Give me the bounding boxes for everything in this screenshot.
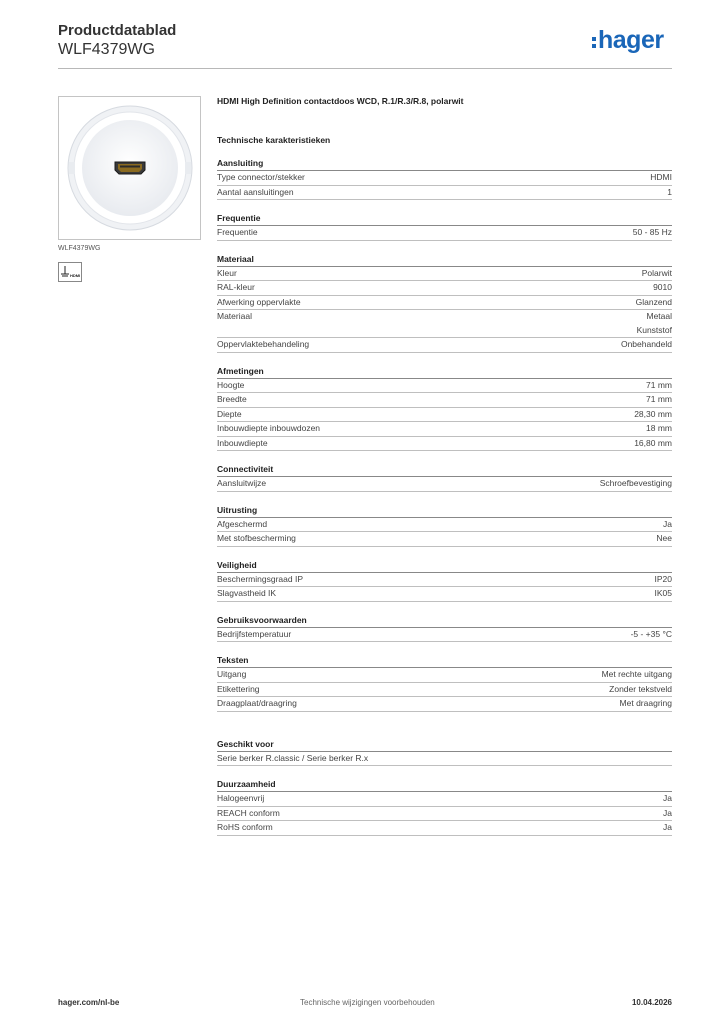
- spec-row: [217, 821, 672, 836]
- spec-value: [631, 628, 672, 642]
- spec-value-text: Nee: [656, 533, 672, 543]
- spec-value-text: Met rechte uitgang: [601, 669, 672, 679]
- footer-date: 10.04.2026: [631, 998, 672, 1007]
- spec-value-text-2: Kunststof: [636, 324, 672, 335]
- spec-value-text: Met draagring: [619, 698, 672, 708]
- spec-row: [217, 379, 672, 394]
- section-title: Connectiviteit: [217, 463, 672, 477]
- section-spacer: [217, 766, 672, 778]
- spec-value-text: Polarwit: [641, 267, 672, 278]
- spec-value-text: 71 mm: [646, 394, 672, 404]
- spec-row: [217, 668, 672, 683]
- spec-label: Type connector/stekker: [217, 172, 305, 182]
- spec-value: [600, 477, 672, 491]
- section-title: Aansluiting: [217, 157, 672, 171]
- spec-value: [636, 296, 672, 310]
- spec-value: [646, 422, 672, 436]
- section-spacer: [217, 200, 672, 212]
- spec-value: [609, 683, 672, 697]
- spec-row: [217, 267, 672, 282]
- spec-label: RoHS conform: [217, 822, 273, 832]
- spec-value-text: -5 - +35 °C: [630, 628, 672, 639]
- logo-colon-icon: [592, 37, 596, 48]
- spec-value: [634, 437, 672, 451]
- spec-value-text: Ja: [663, 793, 672, 803]
- spec-label: Aansluitwijze: [217, 478, 267, 488]
- spec-row: [217, 573, 672, 588]
- spec-row: [217, 518, 672, 533]
- spec-value: [602, 668, 672, 682]
- hdmi-symbol-icon: [58, 262, 82, 282]
- spec-value: [663, 518, 672, 532]
- spec-row: [217, 532, 672, 547]
- spec-value: [656, 532, 672, 546]
- spec-label: Met stofbescherming: [217, 533, 296, 543]
- spec-value: [637, 310, 672, 337]
- spec-row: [217, 186, 672, 201]
- spec-row: [217, 477, 672, 492]
- header-divider: [58, 68, 672, 69]
- spec-label: Materiaal: [217, 311, 252, 321]
- spec-row: [217, 393, 672, 408]
- section-spacer: [217, 712, 672, 738]
- spec-value-text: Ja: [663, 822, 672, 832]
- spec-label: Hoogte: [217, 379, 245, 390]
- product-image-frame: [58, 96, 201, 240]
- spec-label: Aantal aansluitingen: [217, 186, 294, 197]
- spec-value: [655, 587, 673, 601]
- spec-row: [217, 408, 672, 423]
- spec-row: [217, 587, 672, 602]
- section-title: Frequentie: [217, 212, 672, 226]
- specifications: [217, 96, 672, 836]
- section-spacer: [217, 547, 672, 559]
- spec-value: [663, 807, 672, 821]
- section-spacer: [217, 642, 672, 654]
- page-header: [58, 22, 176, 59]
- spec-row: [217, 296, 672, 311]
- footer-notice: Technische wijzigingen voorbehouden: [300, 998, 435, 1007]
- section-title: Afmetingen: [217, 365, 672, 379]
- section-title: Duurzaamheid: [217, 778, 672, 792]
- spec-label: Breedte: [217, 394, 247, 404]
- section-title: Veiligheid: [217, 559, 672, 573]
- spec-value-text: 50 - 85 Hz: [632, 227, 672, 237]
- spec-row: [217, 338, 672, 353]
- spec-value-text: Onbehandeld: [620, 339, 672, 349]
- section-title: Geschikt voor: [217, 738, 672, 752]
- spec-value: [663, 821, 672, 835]
- hdmi-symbol-label: HDMI: [70, 273, 81, 278]
- spec-label: Draagplaat/draagring: [217, 698, 297, 708]
- spec-value-text: 71 mm: [646, 379, 672, 390]
- spec-label: REACH conform: [217, 807, 280, 818]
- spec-value: [642, 267, 672, 281]
- spec-label: Kleur: [217, 267, 237, 278]
- spec-value-text: IK05: [654, 588, 672, 598]
- spec-label: Frequentie: [217, 227, 258, 237]
- spec-value: [621, 338, 672, 352]
- spec-label: Serie berker R.classic / Serie berker R.x: [217, 752, 369, 763]
- spec-value: [663, 792, 672, 806]
- spec-value-text: Glanzend: [635, 296, 672, 307]
- spec-value-text: 18 mm: [646, 423, 672, 433]
- spec-row: [217, 683, 672, 698]
- spec-label: Beschermingsgraad IP: [217, 573, 303, 584]
- specs-heading: Technische karakteristieken: [217, 135, 331, 145]
- spec-label: Slagvastheid IK: [217, 588, 277, 598]
- extra-spec-sections: [217, 738, 672, 836]
- spec-value: [634, 408, 672, 422]
- spec-value: [633, 226, 672, 240]
- spec-row: [217, 171, 672, 186]
- spec-value-text: Schroefbevestiging: [599, 478, 672, 488]
- footer-website: hager.com/nl-be: [58, 998, 120, 1007]
- spec-value: [650, 171, 672, 185]
- spec-label: Oppervlaktebehandeling: [217, 339, 310, 349]
- spec-value-text: 9010: [653, 282, 672, 292]
- spec-value-text: 16,80 mm: [634, 437, 672, 448]
- product-code: WLF4379WG: [58, 41, 155, 58]
- spec-row: [217, 310, 672, 338]
- spec-value-text: Zonder tekstveld: [609, 683, 672, 694]
- spec-value-text: 1: [667, 186, 672, 197]
- spec-label: Diepte: [217, 408, 242, 419]
- spec-sections: [217, 157, 672, 712]
- spec-row: [217, 281, 672, 296]
- section-spacer: [217, 602, 672, 614]
- spec-value: [653, 281, 672, 295]
- spec-value: [655, 573, 673, 587]
- section-title: Gebruiksvoorwaarden: [217, 614, 672, 628]
- product-description: HDMI High Definition contactdoos WCD, R.1/R.3/R.8, polarwit: [217, 96, 464, 106]
- section-title: Materiaal: [217, 253, 672, 267]
- section-spacer: [217, 451, 672, 463]
- spec-label: Bedrijfstemperatuur: [217, 628, 292, 639]
- spec-label: Inbouwdiepte inbouwdozen: [217, 423, 321, 433]
- section-spacer: [217, 492, 672, 504]
- spec-label: Afwerking oppervlakte: [217, 296, 301, 307]
- section-spacer: [217, 241, 672, 253]
- product-image-caption: WLF4379WG: [58, 245, 101, 252]
- logo-text: hager: [598, 26, 664, 54]
- spec-row: [217, 752, 672, 767]
- spec-value: [620, 697, 672, 711]
- spec-value: [646, 379, 672, 393]
- spec-label: Etikettering: [217, 683, 260, 694]
- section-spacer: [217, 353, 672, 365]
- spec-row: [217, 422, 672, 437]
- spec-label: Halogeenvrij: [217, 793, 265, 803]
- spec-row: [217, 226, 672, 241]
- spec-row: [217, 437, 672, 452]
- spec-label: Afgeschermd: [217, 518, 268, 529]
- spec-value-text: Ja: [663, 807, 672, 818]
- spec-value-text: HDMI: [650, 172, 672, 182]
- section-title: Uitrusting: [217, 504, 672, 518]
- spec-value-text: Metaal: [646, 311, 672, 321]
- spec-label: Inbouwdiepte: [217, 437, 268, 448]
- spec-row: [217, 697, 672, 712]
- section-title: Teksten: [217, 654, 672, 668]
- spec-value-text: IP20: [654, 573, 672, 584]
- spec-value: [646, 393, 672, 407]
- spec-label: RAL-kleur: [217, 282, 255, 292]
- spec-label: Uitgang: [217, 669, 247, 679]
- spec-row: [217, 792, 672, 807]
- spec-value: [667, 186, 672, 200]
- spec-value-text: Ja: [663, 518, 672, 529]
- spec-row: [217, 807, 672, 822]
- spec-value-text: 28,30 mm: [634, 408, 672, 419]
- hager-logo: [592, 28, 664, 53]
- page-title: Productdatablad: [58, 22, 177, 39]
- spec-row: [217, 628, 672, 643]
- hdmi-socket-image: [66, 104, 194, 232]
